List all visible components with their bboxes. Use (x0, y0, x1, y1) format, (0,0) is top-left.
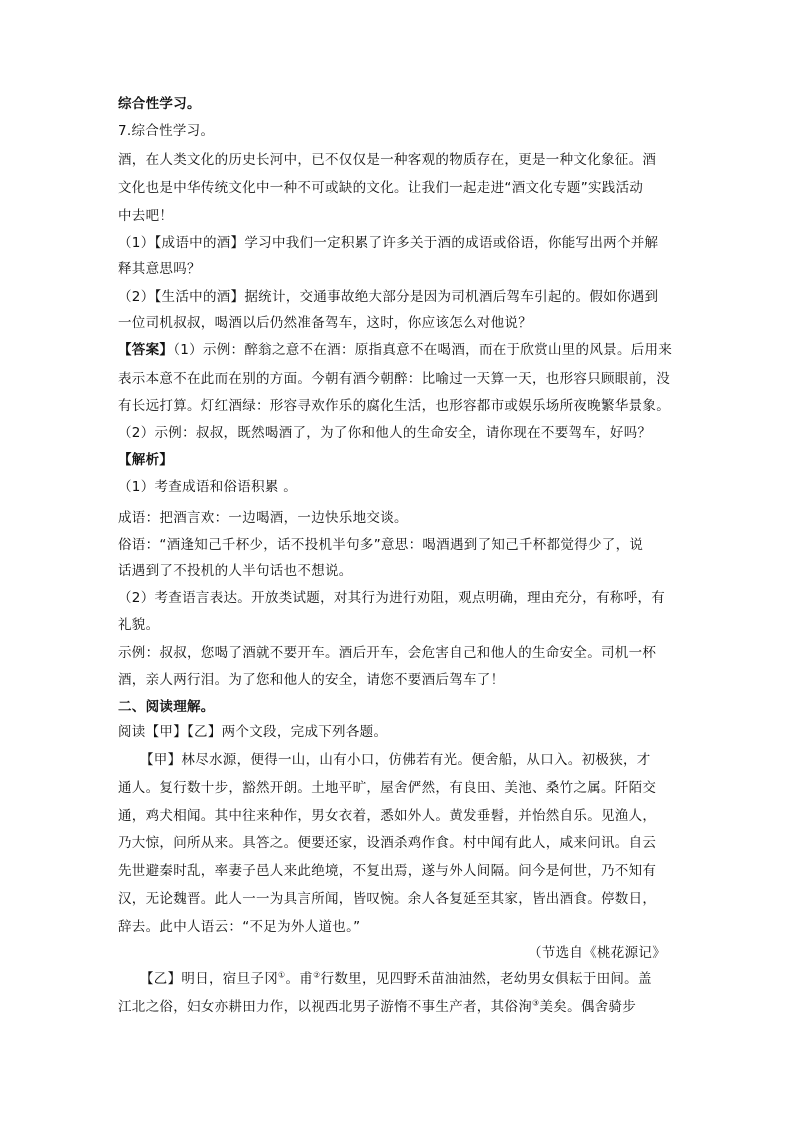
passage-jia-line: 通，鸡犬相闻。其中往来种作，男女衣着，悉如外人。黄发垂髫，并怡然自乐。见渔人， (118, 808, 657, 824)
footnote-marker: ① (278, 970, 286, 980)
answer-line (118, 340, 688, 360)
source-citation: （节选自《桃花源记》 (528, 945, 666, 961)
passage-jia-line: 汉，无论魏晋。此人一一为具言所闻，皆叹惋。余人各复延至其家，皆出酒食。停数日， (118, 891, 657, 907)
sub-question-2: 一位司机叔叔，喝酒以后仍然准备驾车，这时，你应该怎么对他说？ (118, 315, 532, 331)
passage-yi-line (118, 997, 688, 1017)
passage-jia-line: 辞去。此中人语云：“不足为外人道也。” (118, 919, 361, 935)
passage-yi-text: 。甫 (285, 971, 314, 987)
analysis-line: 礼貌。 (118, 617, 160, 633)
intro-line: 酒，在人类文化的历史长河中，已不仅仅是一种客观的物质存在，更是一种文化象征。酒 (118, 152, 657, 168)
reading-prompt: 阅读【甲】【乙】两个文段，完成下列各题。 (118, 724, 388, 740)
answer-label: 【答案】 (118, 342, 174, 358)
analysis-line: 成语：把酒言欢：一边喝酒，一边快乐地交谈。 (118, 510, 408, 526)
section-heading: 综合性学习。 (118, 96, 201, 112)
reading-heading: 二、阅读理解。 (118, 699, 215, 715)
passage-jia-line: 先世避秦时乱，率妻子邑人来此绝境，不复出焉，遂与外人间隔。问今是何世，乃不知有 (118, 863, 657, 879)
analysis-line: 俗语：“酒逢知己千杯少，话不投机半句多”意思：喝酒遇到了知己千杯都觉得少了，说 (118, 537, 644, 553)
question-title (118, 121, 688, 141)
analysis-line: 酒，亲人两行泪。为了您和他人的安全，请您不要酒后驾车了！ (118, 672, 505, 688)
sub-question-1: （1）【成语中的酒】学习中我们一定积累了许多关于酒的成语或俗语，你能写出两个并解 (118, 235, 659, 251)
passage-yi-line (140, 969, 710, 989)
analysis-line: 示例：叔叔，您喝了酒就不要开车。酒后开车，会危害自己和他人的生命安全。司机一杯 (118, 645, 657, 661)
passage-jia-line: 通人。复行数十步，豁然开朗。土地平旷，屋舍俨然，有良田、美池、桑竹之属。阡陌交 (118, 780, 657, 796)
passage-yi-text: 江北之俗，妇女亦耕田力作，以视西北男子游惰不事生产者，其俗洵 (118, 999, 532, 1015)
passage-jia-line: 【甲】林尽水源，便得一山，山有小口，仿佛若有光。便舍船，从口入。初极狭，才 (140, 752, 651, 768)
question-title-text: 综合性学习。 (131, 123, 215, 139)
answer-line: 有长远打算。灯红酒绿：形容寻欢作乐的腐化生活，也形容都市或娱乐场所夜晚繁华景象。 (118, 398, 670, 414)
question-number: 7. (118, 123, 132, 139)
analysis-line: （2）考查语言表达。开放类试题，对其行为进行劝阻，观点明确，理由充分，有称呼，有 (118, 590, 666, 606)
footnote-marker: ② (313, 970, 321, 980)
intro-line: 文化也是中华传统文化中一种不可或缺的文化。让我们一起走进“酒文化专题”实践活动 (118, 180, 644, 196)
analysis-line: 话遇到了不投机的人半句话也不想说。 (118, 563, 353, 579)
passage-jia-line: 乃大惊，问所从来。具答之。便要还家，设酒杀鸡作食。村中闻有此人，咸来问讯。自云 (118, 835, 657, 851)
answer-line: （2）示例：叔叔，既然喝酒了，为了你和他人的生命安全，请你现在不要驾车，好吗？ (118, 425, 652, 441)
passage-yi-text: 美矣。偶舍骑步 (539, 999, 637, 1015)
passage-yi-text: 行数里，见四野禾苗油油然，老幼男女俱耘于田间。盖 (320, 971, 652, 987)
footnote-marker: ③ (532, 998, 540, 1008)
answer-text: （1）示例：醉翁之意不在酒：原指真意不在喝酒，而在于欣赏山里的风景。后用来 (173, 342, 673, 358)
analysis-line: （1）考查成语和俗语积累 。 (118, 479, 298, 495)
answer-line: 表示本意不在此而在别的方面。今朝有酒今朝醉：比喻过一天算一天，也形容只顾眼前，没 (118, 371, 670, 387)
sub-question-2: （2）【生活中的酒】据统计，交通事故绝大部分是因为司机酒后驾车引起的。假如你遇到 (118, 289, 659, 305)
intro-line: 中去吧！ (118, 208, 174, 224)
sub-question-1: 释其意思吗？ (118, 261, 201, 277)
passage-yi-text: 【乙】明日，宿旦子冈 (140, 971, 278, 987)
analysis-label: 【解析】 (118, 452, 174, 468)
